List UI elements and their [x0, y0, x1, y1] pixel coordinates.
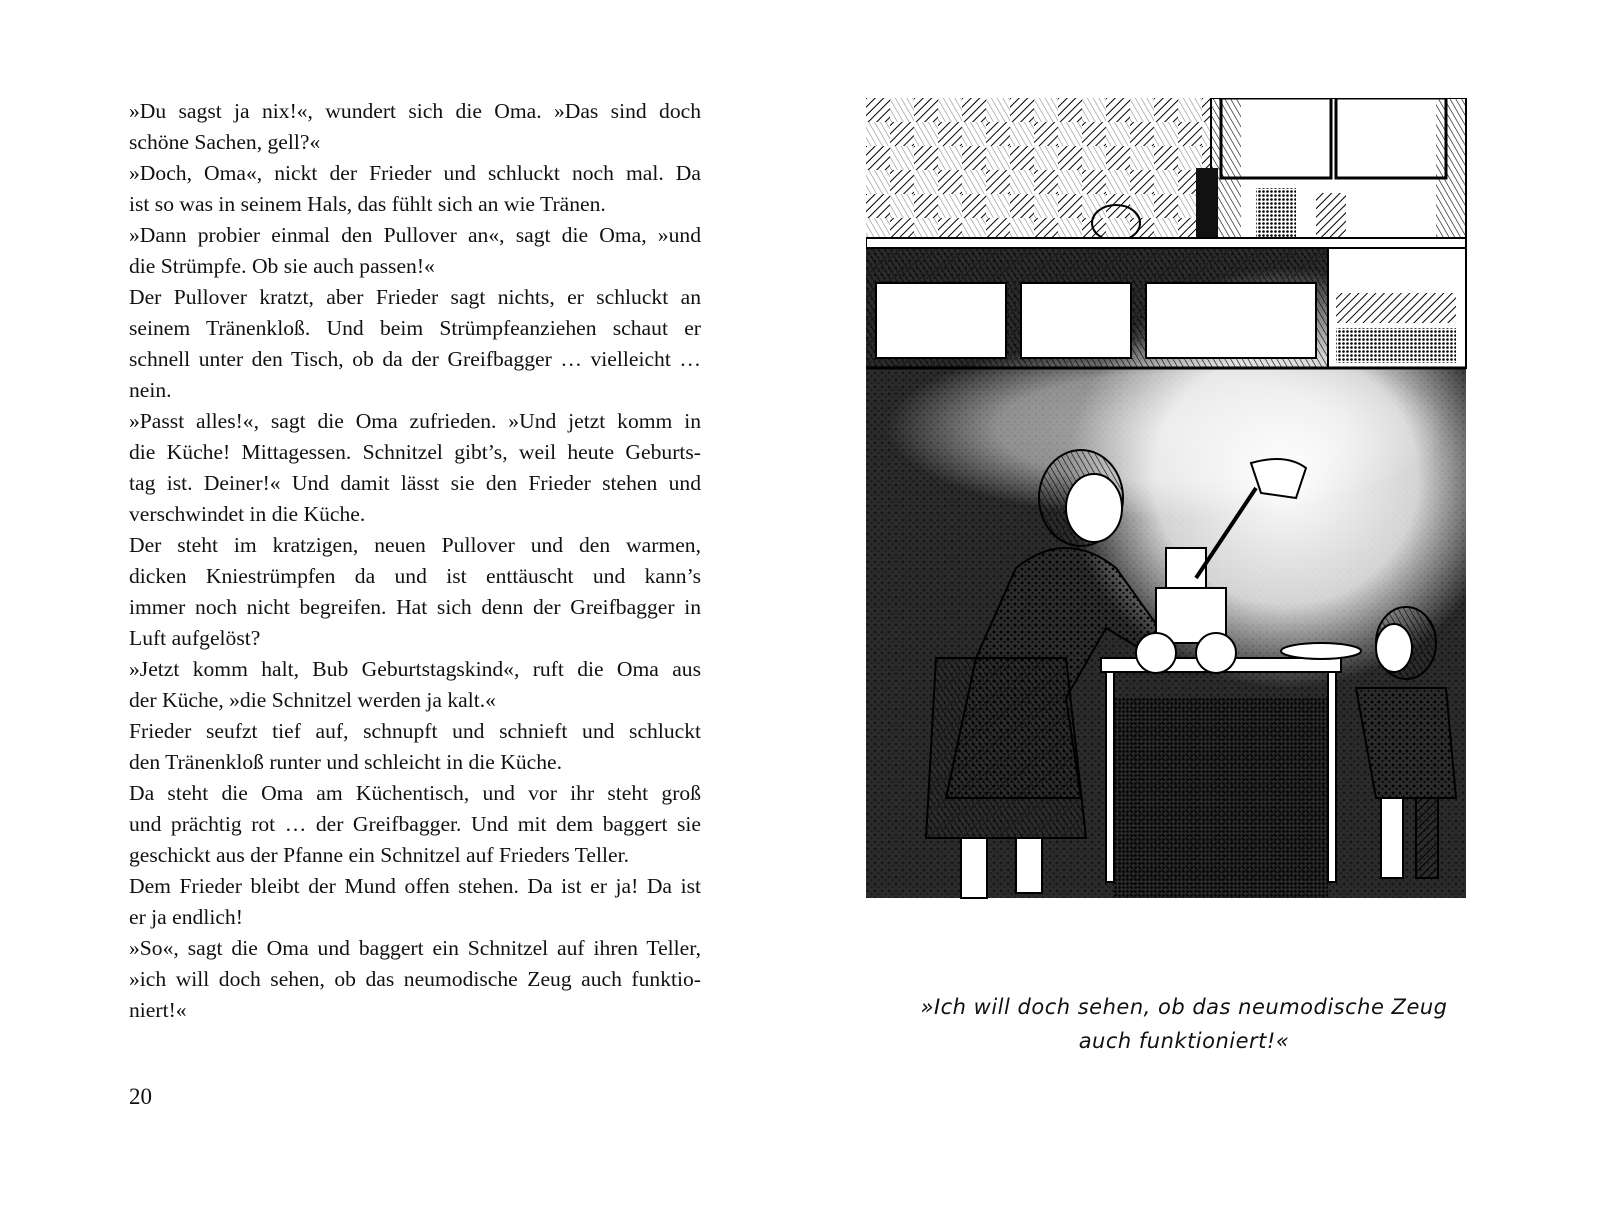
page-number: 20 [129, 1084, 152, 1109]
text-line: »Dann probier einmal den Pullover an«, sagt die Oma, »und [129, 223, 701, 247]
text-line: ist so was in seinem Hals, das fühlt sich an wie Tränen. [129, 192, 606, 216]
text-line: Der Pullover kratzt, aber Frieder sagt nichts, er schluckt an [129, 285, 701, 309]
text-line: »Doch, Oma«, nickt der Frieder und schluckt noch mal. Da [129, 161, 701, 185]
text-line: Dem Frieder bleibt der Mund offen stehen. Da ist er ja! Da ist [129, 874, 701, 898]
text-line: die Strümpfe. Ob sie auch passen!« [129, 254, 435, 278]
text-line: und prächtig rot … der Greifbagger. Und mit dem baggert sie [129, 812, 701, 836]
text-line: »Passt alles!«, sagt die Oma zufrieden. »Und jetzt komm in [129, 409, 701, 433]
text-line: den Tränenkloß runter und schleicht in die Küche. [129, 750, 562, 774]
text-line: die Küche! Mittagessen. Schnitzel gibt’s, weil heute Geburts- [129, 440, 701, 464]
illustration-caption [866, 990, 1502, 1058]
text-line: »So«, sagt die Oma und baggert ein Schnitzel auf ihren Teller, [129, 936, 701, 960]
text-line: immer noch nicht begreifen. Hat sich denn der Greifbagger in [129, 595, 701, 619]
book-text [129, 96, 701, 1026]
text-line: Da steht die Oma am Küchentisch, und vor ihr steht groß [129, 781, 701, 805]
text-line: Der steht im kratzigen, neuen Pullover und den warmen, [129, 533, 701, 557]
text-line: der Küche, »die Schnitzel werden ja kalt.« [129, 688, 496, 712]
text-line: schöne Sachen, gell?« [129, 130, 321, 154]
text-line: »Du sagst ja nix!«, wundert sich die Oma. »Das sind doch [129, 99, 701, 123]
text-line: »Jetzt komm halt, Bub Geburtstagskind«, ruft die Oma aus [129, 657, 701, 681]
kitchen-illustration [866, 98, 1502, 921]
text-line: tag ist. Deiner!« Und damit lässt sie den Frieder stehen und [129, 471, 701, 495]
text-line: geschickt aus der Pfanne ein Schnitzel auf Frieders Teller. [129, 843, 629, 867]
text-line: seinem Tränenkloß. Und beim Strümpfeanziehen schaut er [129, 316, 701, 340]
text-line: Frieder seufzt tief auf, schnupft und schnieft und schluckt [129, 719, 701, 743]
text-line: Luft aufgelöst? [129, 626, 261, 650]
text-line: »ich will doch sehen, ob das neumodische Zeug auch funktio- [129, 967, 701, 991]
text-line: niert!« [129, 998, 187, 1022]
caption-line: auch funktioniert!« [1078, 1029, 1290, 1053]
text-line: schnell unter den Tisch, ob da der Greifbagger … vielleicht … [129, 347, 701, 371]
text-line: verschwindet in die Küche. [129, 502, 366, 526]
text-line: er ja endlich! [129, 905, 243, 929]
text-line: dicken Kniestrümpfen da und ist enttäuscht und kann’s [129, 564, 701, 588]
text-line: nein. [129, 378, 172, 402]
caption-line: »Ich will doch sehen, ob das neumodische Zeug [920, 995, 1448, 1019]
